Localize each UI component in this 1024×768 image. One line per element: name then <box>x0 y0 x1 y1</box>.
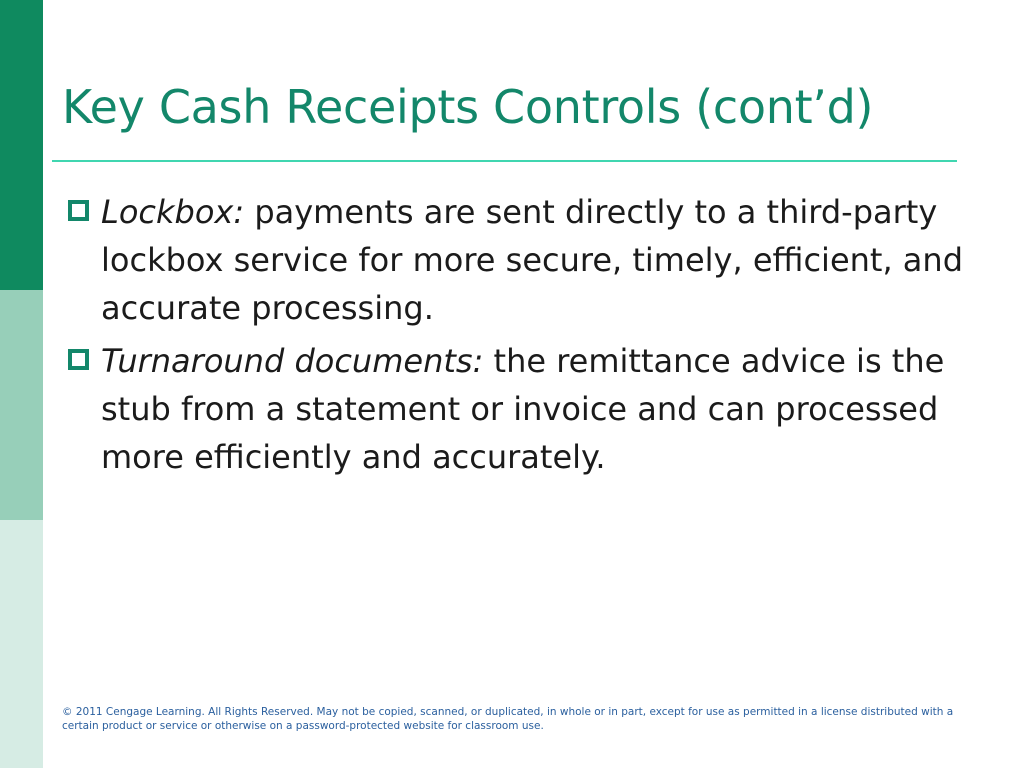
bullet-list <box>68 188 968 486</box>
bullet-item-turnaround-documents <box>68 337 968 481</box>
side-accent-band-light <box>0 520 43 768</box>
hollow-square-bullet-icon <box>68 349 89 370</box>
side-accent-band-mid <box>0 290 43 520</box>
bullet-term: Turnaround documents: <box>101 342 484 380</box>
bullet-term: Lockbox: <box>101 193 245 231</box>
title-divider <box>52 160 957 162</box>
slide-title: Key Cash Receipts Controls (cont’d) <box>62 80 874 134</box>
side-accent-band-dark <box>0 0 43 290</box>
bullet-text: the remittance advice is the stub from a statement or invoice and can processed more efficiently and accurately. <box>101 342 945 476</box>
bullet-item-lockbox <box>68 188 968 332</box>
hollow-square-bullet-icon <box>68 200 89 221</box>
bullet-text: payments are sent directly to a third-party lockbox service for more secure, timely, efficient, and accurate processing. <box>101 193 963 327</box>
copyright-footer: © 2011 Cengage Learning. All Rights Reserved. May not be copied, scanned, or duplicated, in whole or in part, except for use as permitted in a license distributed with a certain product or service or otherwise on a password-protected website for classroom use. <box>62 706 954 732</box>
